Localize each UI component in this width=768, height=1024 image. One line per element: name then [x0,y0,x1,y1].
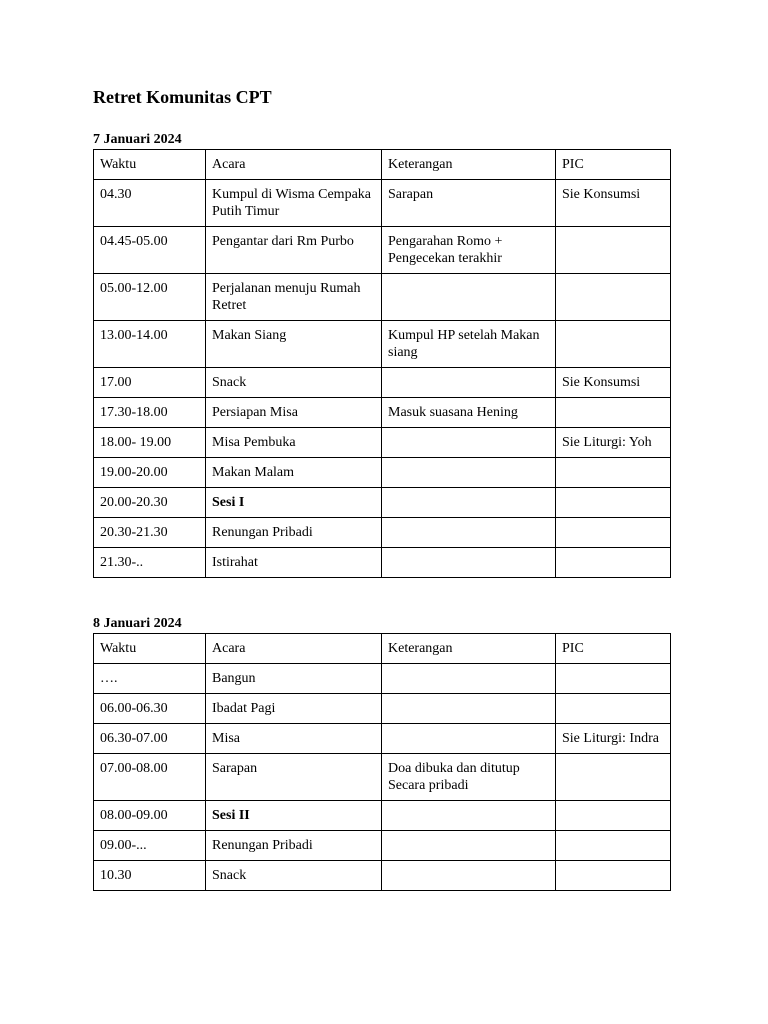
cell-keterangan [382,724,556,754]
cell-pic [556,754,671,801]
header-cell-acara: Acara [206,634,382,664]
cell-waktu: 10.30 [94,861,206,891]
table-row [94,180,671,227]
cell-pic [556,398,671,428]
cell-keterangan [382,428,556,458]
cell-pic [556,831,671,861]
cell-pic [556,227,671,274]
cell-acara: Renungan Pribadi [206,831,382,861]
cell-waktu: 13.00-14.00 [94,321,206,368]
cell-keterangan [382,694,556,724]
document-page [93,86,670,891]
cell-acara: Bangun [206,664,382,694]
table-row [94,518,671,548]
cell-waktu: 19.00-20.00 [94,458,206,488]
cell-pic [556,548,671,578]
cell-acara: Sarapan [206,754,382,801]
schedule-table [93,149,671,578]
cell-pic [556,321,671,368]
table-row [94,368,671,398]
cell-acara: Persiapan Misa [206,398,382,428]
document-title: Retret Komunitas CPT [93,87,272,107]
cell-waktu: 09.00-... [94,831,206,861]
table-row [94,861,671,891]
cell-pic [556,488,671,518]
cell-waktu: 17.30-18.00 [94,398,206,428]
cell-keterangan [382,488,556,518]
table-row [94,458,671,488]
header-cell-waktu: Waktu [94,634,206,664]
header-cell-keterangan: Keterangan [382,634,556,664]
cell-keterangan [382,831,556,861]
cell-acara: Istirahat [206,548,382,578]
cell-pic [556,801,671,831]
cell-acara: Sesi II [206,801,382,831]
cell-waktu: 20.30-21.30 [94,518,206,548]
cell-waktu: …. [94,664,206,694]
table-row [94,724,671,754]
cell-keterangan: Masuk suasana Hening [382,398,556,428]
cell-pic [556,694,671,724]
table-row [94,548,671,578]
cell-keterangan [382,274,556,321]
cell-waktu: 17.00 [94,368,206,398]
cell-waktu: 06.30-07.00 [94,724,206,754]
cell-acara: Pengantar dari Rm Purbo [206,227,382,274]
cell-waktu: 20.00-20.30 [94,488,206,518]
cell-acara: Snack [206,368,382,398]
cell-waktu: 04.30 [94,180,206,227]
cell-acara: Makan Malam [206,458,382,488]
table-row [94,694,671,724]
table-row [94,831,671,861]
cell-keterangan [382,861,556,891]
cell-keterangan: Doa dibuka dan ditutup Secara pribadi [382,754,556,801]
cell-acara: Ibadat Pagi [206,694,382,724]
table-row [94,398,671,428]
cell-keterangan [382,664,556,694]
table-row [94,274,671,321]
cell-keterangan [382,518,556,548]
table-row [94,321,671,368]
table-row [94,488,671,518]
cell-acara: Misa [206,724,382,754]
cell-keterangan: Pengarahan Romo + Pengecekan terakhir [382,227,556,274]
table-row [94,801,671,831]
table-row [94,754,671,801]
cell-waktu: 21.30-.. [94,548,206,578]
cell-waktu: 08.00-09.00 [94,801,206,831]
cell-acara: Perjalanan menuju Rumah Retret [206,274,382,321]
cell-waktu: 18.00- 19.00 [94,428,206,458]
cell-pic [556,274,671,321]
cell-waktu: 04.45-05.00 [94,227,206,274]
table-header-row [94,634,671,664]
header-cell-acara: Acara [206,150,382,180]
cell-acara: Kumpul di Wisma Cempaka Putih Timur [206,180,382,227]
table-row [94,664,671,694]
cell-pic [556,458,671,488]
table-header-row [94,150,671,180]
cell-keterangan: Sarapan [382,180,556,227]
header-cell-waktu: Waktu [94,150,206,180]
schedule-table [93,633,671,891]
cell-keterangan [382,458,556,488]
cell-acara: Misa Pembuka [206,428,382,458]
cell-pic [556,861,671,891]
cell-acara: Sesi I [206,488,382,518]
cell-acara: Makan Siang [206,321,382,368]
cell-keterangan: Kumpul HP setelah Makan siang [382,321,556,368]
header-cell-pic: PIC [556,150,671,180]
cell-acara: Snack [206,861,382,891]
table-row [94,227,671,274]
day-heading: 8 Januari 2024 [93,616,182,631]
cell-waktu: 05.00-12.00 [94,274,206,321]
day-heading: 7 Januari 2024 [93,132,182,147]
cell-waktu: 06.00-06.30 [94,694,206,724]
table-row [94,428,671,458]
cell-keterangan [382,801,556,831]
cell-waktu: 07.00-08.00 [94,754,206,801]
cell-acara: Renungan Pribadi [206,518,382,548]
cell-keterangan [382,548,556,578]
cell-pic: Sie Liturgi: Indra [556,724,671,754]
cell-pic [556,664,671,694]
cell-pic [556,518,671,548]
cell-pic: Sie Konsumsi [556,368,671,398]
cell-pic: Sie Liturgi: Yoh [556,428,671,458]
cell-pic: Sie Konsumsi [556,180,671,227]
header-cell-keterangan: Keterangan [382,150,556,180]
header-cell-pic: PIC [556,634,671,664]
cell-keterangan [382,368,556,398]
